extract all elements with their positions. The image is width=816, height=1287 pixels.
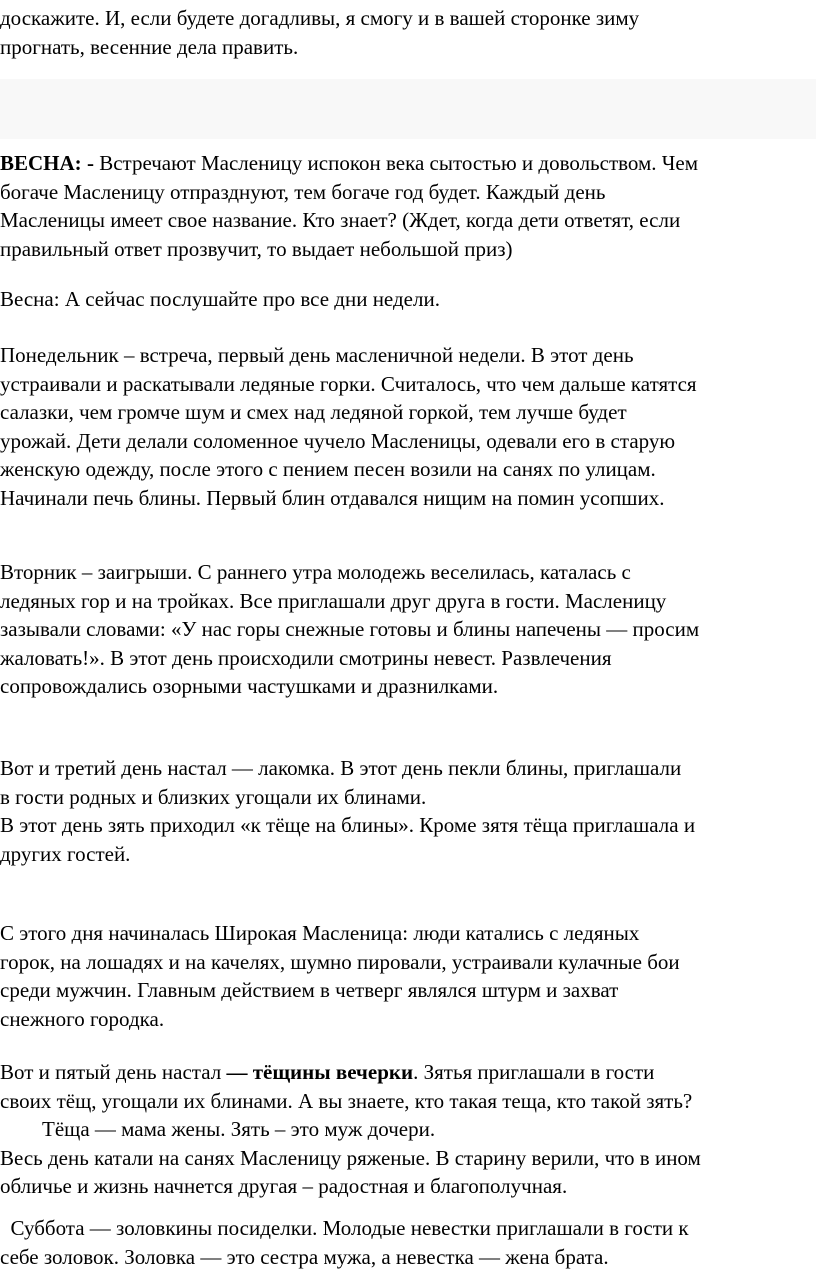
text-span: Вот и пятый день настал	[0, 1060, 227, 1084]
text-line: Весна: А сейчас послушайте про все дни недели.	[0, 287, 440, 311]
text-line: горок, на лошадях и на качелях, шумно пировали, устраивали кулачные бои	[0, 949, 680, 974]
text-line: С этого дня начиналась Широкая Масленица: люди катались с ледяных	[0, 921, 640, 945]
text-line: своих тёщ, угощали их блинами. А вы знаете, кто такая теща, кто такой зять?	[0, 1088, 693, 1113]
text-line: обличье и жизнь начнется другая – радостная и благополучная.	[0, 1174, 568, 1198]
shaded-band	[0, 79, 816, 139]
wednesday-paragraph	[0, 754, 816, 868]
text-line: прогнать, весенние дела править.	[0, 34, 299, 59]
intro-paragraph	[0, 4, 816, 61]
text-line: устраивали и раскатывали ледяные горки. Считалось, что чем дальше катятся	[0, 371, 697, 396]
text-line: Суббота — золовкины посиделки. Молодые невестки приглашали в гости к	[0, 1216, 689, 1240]
text-line: Вот и третий день настал — лакомка. В этот день пекли блины, приглашали	[0, 756, 682, 780]
speaker-dash: -	[81, 151, 94, 175]
text-line: салазки, чем громче шум и смех над ледяной горкой, тем лучше будет	[0, 400, 627, 424]
text-line: Весь день катали на санях Масленицу ряженые. В старину верили, что в ином	[0, 1145, 701, 1170]
text-line: Тёща — мама жены. Зять – это муж дочери.	[0, 1117, 436, 1141]
text-line: Вторник – заигрыши. С раннего утра молодежь веселилась, каталась с	[0, 560, 631, 584]
text-line: богаче Масленицу отпразднуют, тем богаче год будет. Каждый день	[0, 179, 606, 204]
text-line: В этот день зять приходил «к тёще на блины». Кроме зятя тёща приглашала и	[0, 813, 696, 837]
text-line: Начинали печь блины. Первый блин отдавался нищим на помин усопших.	[0, 485, 665, 510]
text-line: других гостей.	[0, 841, 131, 866]
text-span: . Зятья приглашали в гости	[413, 1060, 655, 1084]
vesna-paragraph	[0, 149, 816, 263]
text-line: снежного городка.	[0, 1006, 165, 1031]
speaker-label: ВЕСНА:	[0, 151, 82, 175]
thursday-paragraph	[0, 919, 816, 1033]
friday-paragraph	[0, 1058, 816, 1201]
saturday-paragraph	[0, 1214, 816, 1271]
text-line: Понедельник – встреча, первый день масленичной недели. В этот день	[0, 343, 634, 367]
text-line: сопровождались озорными частушками и дразнилками.	[0, 674, 499, 698]
text-line: Масленицы имеет свое название. Кто знает? (Ждет, когда дети ответят, если	[0, 208, 681, 232]
text-line: ледяных гор и на тройках. Все приглашали друг друга в гости. Масленицу	[0, 588, 667, 613]
text-line: зазывали словами: «У нас горы снежные готовы и блины напечены — просим	[0, 617, 700, 641]
bold-term: — тёщины вечерки	[226, 1060, 414, 1084]
text-line: среди мужчин. Главным действием в четверг являлся штурм и захват	[0, 978, 619, 1002]
vesna-line	[0, 285, 816, 314]
text-line: урожай. Дети делали соломенное чучело Масленицы, одевали его в старую	[0, 428, 676, 453]
monday-paragraph	[0, 341, 816, 512]
text-line: правильный ответ прозвучит, то выдает небольшой приз)	[0, 236, 513, 261]
text-line: женскую одежду, после этого с пением песен возили на санях по улицам.	[0, 457, 656, 481]
text-line: жаловать!». В этот день происходили смотрины невест. Развлечения	[0, 645, 612, 670]
text-line	[0, 149, 816, 178]
text-line: доскажите. И, если будете догадливы, я смогу и в вашей сторонке зиму	[0, 6, 640, 30]
text-line: в гости родных и близких угощали их блинами.	[0, 784, 427, 809]
tuesday-paragraph	[0, 558, 816, 701]
text-span: Встречают Масленицу испокон века сытостью и довольством. Чем	[93, 151, 699, 175]
text-line: себе золовок. Золовка — это сестра мужа, а невестка — жена брата.	[0, 1244, 609, 1269]
text-line	[0, 1058, 816, 1087]
